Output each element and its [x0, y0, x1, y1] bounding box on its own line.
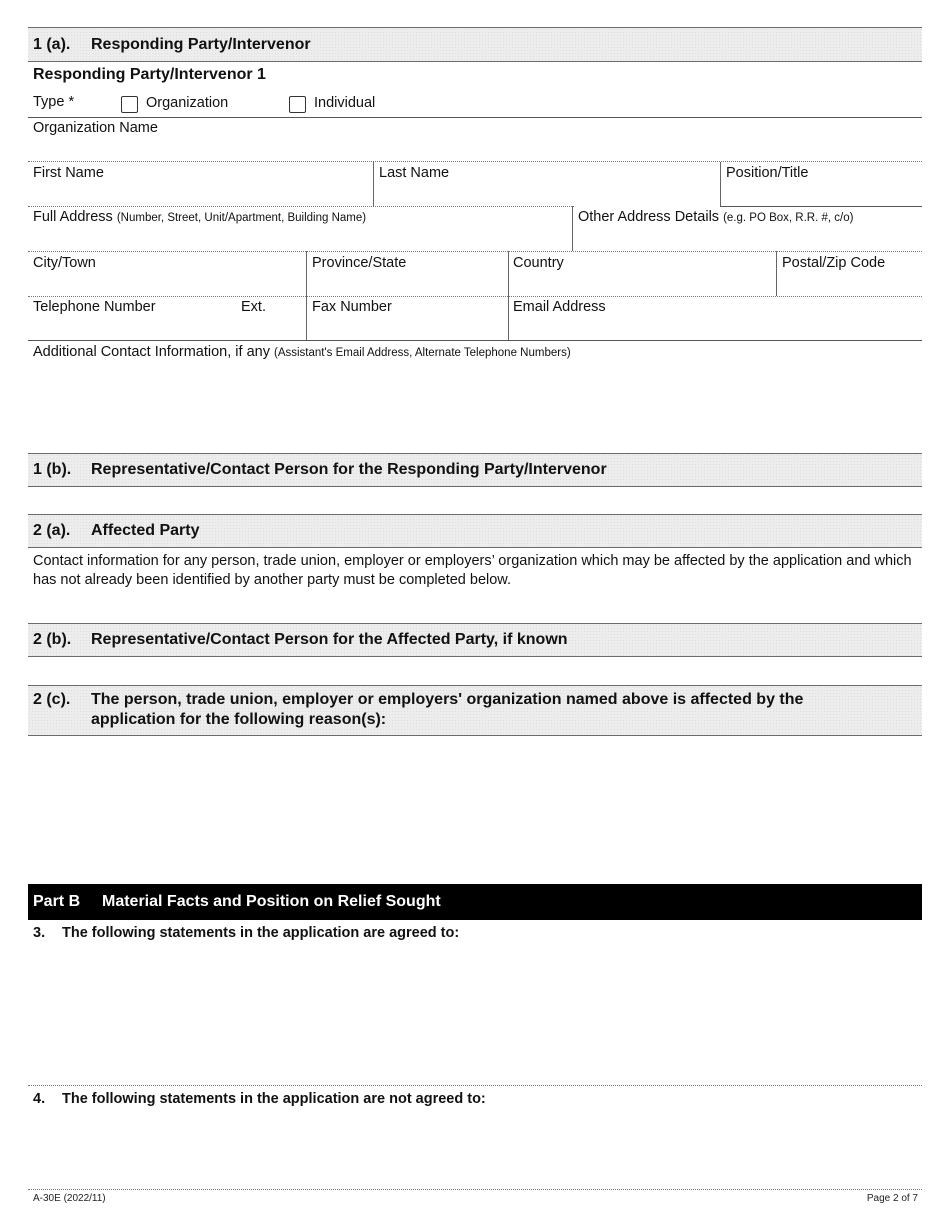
phone-fax-email-field[interactable] [28, 340, 922, 341]
page-number: Page 2 of 7 [866, 1193, 918, 1204]
question-3 [33, 925, 459, 941]
divider [720, 162, 721, 206]
divider [776, 251, 777, 296]
other-address-label-text: Other Address Details [578, 209, 720, 225]
additional-contact-label [33, 344, 571, 360]
footer-divider [28, 1189, 922, 1190]
position-title-label: Position/Title [726, 165, 809, 181]
part-b-label: Part B [33, 893, 81, 910]
other-address-label [578, 209, 853, 225]
part-b-header [28, 884, 922, 920]
full-address-hint: (Number, Street, Unit/Apartment, Building Name) [116, 212, 367, 224]
section-title: Representative/Contact Person for the Responding Party/Intervenor [91, 461, 607, 478]
ext-label: Ext. [241, 299, 266, 315]
full-address-label [33, 209, 366, 225]
organization-checkbox[interactable] [121, 96, 138, 113]
first-last-name-field[interactable] [28, 206, 574, 207]
section-2c-header [28, 685, 922, 736]
question-text: The following statements in the application are agreed to: [62, 925, 460, 941]
organization-name-label: Organization Name [33, 120, 158, 136]
country-label: Country [513, 255, 564, 271]
other-address-hint: (e.g. PO Box, R.R. #, c/o) [723, 212, 854, 224]
address-field[interactable] [28, 251, 922, 252]
section-2b-header [28, 623, 922, 657]
section-number: 2 (b). [33, 631, 72, 648]
question-3-answer-field[interactable] [28, 1085, 922, 1086]
section-2a-header [28, 514, 922, 548]
email-label: Email Address [513, 299, 606, 315]
additional-contact-hint: (Assistant's Email Address, Alternate Telephone Numbers) [274, 347, 571, 359]
section-title: Affected Party [91, 522, 200, 539]
section-1a-header [28, 27, 922, 62]
form-code: A-30E (2022/11) [33, 1193, 106, 1204]
section-title: Representative/Contact Person for the Affected Party, if known [91, 631, 568, 648]
individual-option-label: Individual [314, 95, 376, 111]
organization-name-field[interactable] [28, 161, 922, 162]
city-label: City/Town [33, 255, 96, 271]
last-name-label: Last Name [379, 165, 450, 181]
party-heading: Responding Party/Intervenor 1 [33, 66, 266, 83]
telephone-label: Telephone Number [33, 299, 156, 315]
divider [306, 251, 307, 296]
question-number: 3. [33, 925, 46, 941]
city-province-country-field[interactable] [28, 296, 922, 297]
section-title: Responding Party/Intervenor [91, 36, 311, 53]
fax-label: Fax Number [312, 299, 392, 315]
question-4 [33, 1091, 486, 1107]
divider [28, 117, 922, 118]
province-label: Province/State [312, 255, 407, 271]
type-label: Type * [33, 94, 75, 110]
section-number: 1 (a). [33, 36, 71, 53]
part-b-title: Material Facts and Position on Relief Sought [102, 893, 441, 910]
section-title: The person, trade union, employer or employers' organization named above is affected by the application for the following reason(s): [91, 691, 804, 728]
first-name-label: First Name [33, 165, 104, 181]
divider [306, 296, 307, 341]
individual-checkbox[interactable] [289, 96, 306, 113]
additional-contact-label-text: Additional Contact Information, if any [33, 344, 270, 360]
full-address-label-text: Full Address [33, 209, 113, 225]
position-title-field[interactable] [720, 206, 922, 207]
postal-code-label: Postal/Zip Code [782, 255, 886, 271]
affected-party-instructions: Contact information for any person, trade union, employer or employers’ organization which may be affected by the application and which has not already been identified by another party must be completed below. [33, 553, 912, 588]
section-1b-header [28, 453, 922, 487]
section-number: 1 (b). [33, 461, 72, 478]
question-number: 4. [33, 1091, 46, 1107]
section-number: 2 (a). [33, 522, 71, 539]
question-text: The following statements in the application are not agreed to: [62, 1091, 486, 1107]
section-number: 2 (c). [33, 691, 71, 708]
divider [572, 206, 573, 251]
divider [373, 162, 374, 206]
organization-option-label: Organization [146, 95, 229, 111]
